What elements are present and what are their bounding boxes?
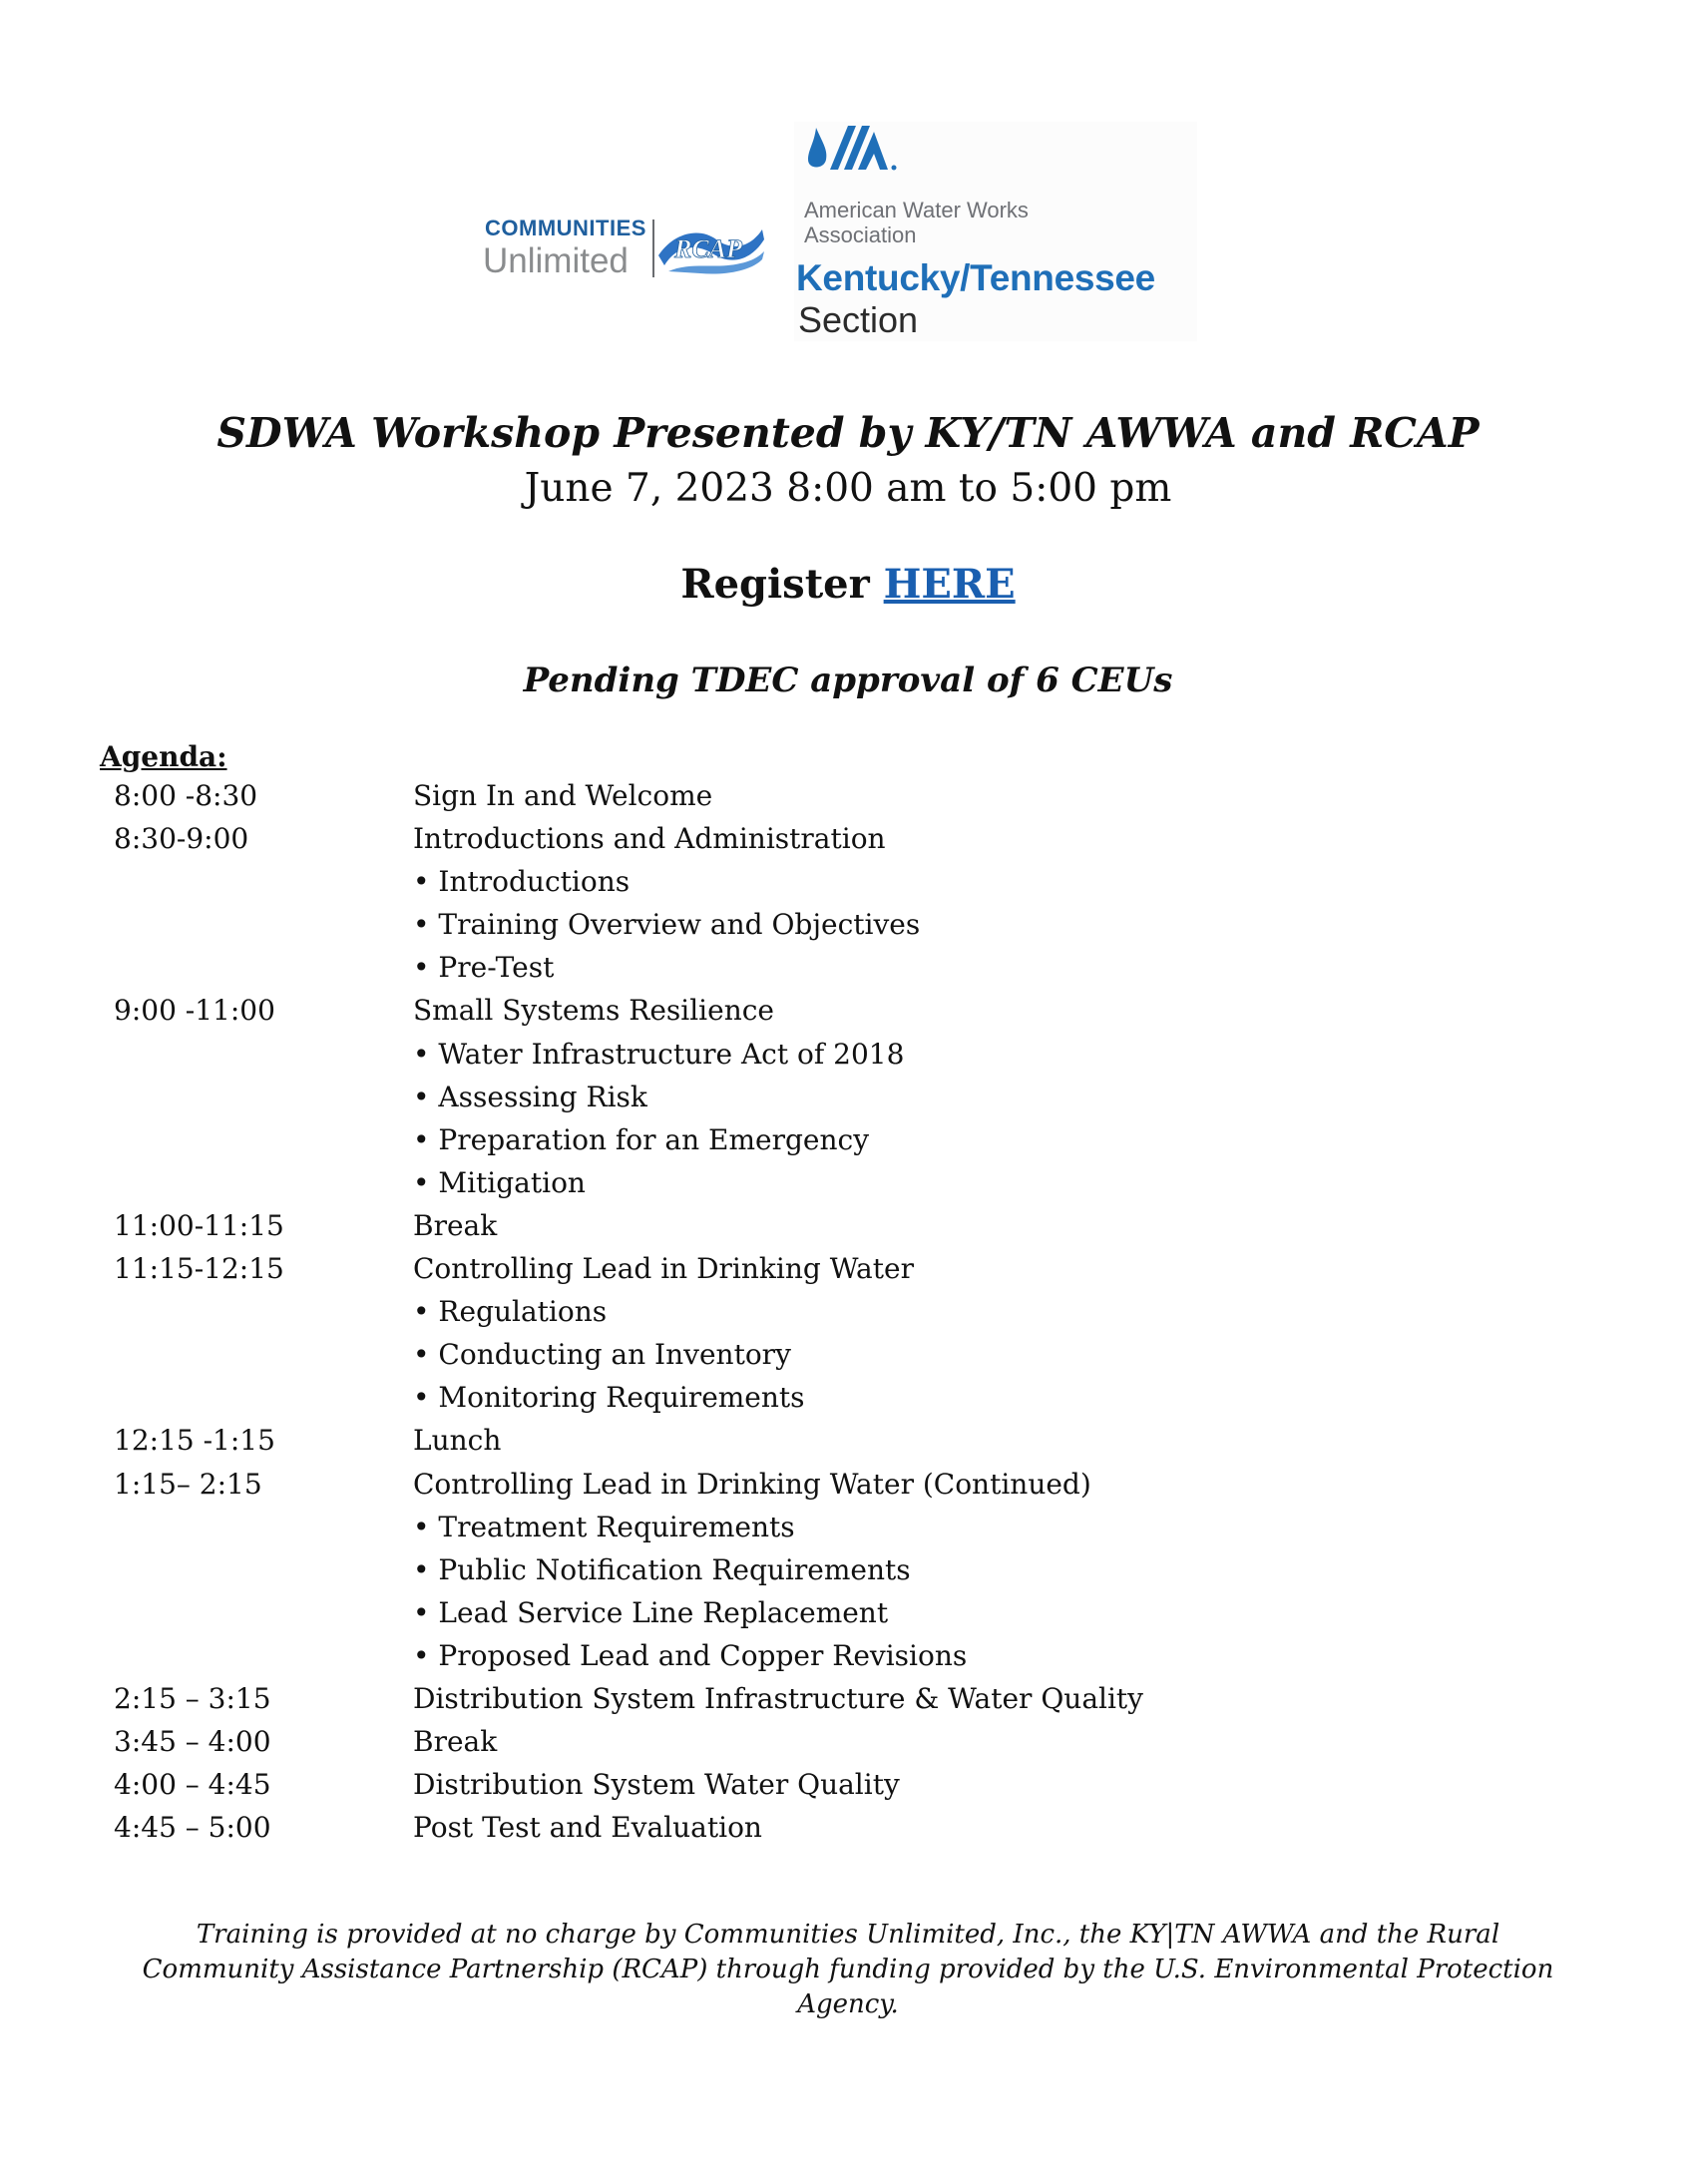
cu-logo-line1: COMMUNITIES <box>485 216 646 240</box>
agenda-item: • Regulations <box>413 1295 608 1329</box>
agenda-item: • Proposed Lead and Copper Revisions <box>413 1638 968 1672</box>
rcap-logo-text: RCAP <box>674 234 742 263</box>
agenda-row <box>114 817 1411 860</box>
agenda-row <box>114 1720 1411 1763</box>
agenda-row <box>114 1634 1411 1677</box>
awwa-section: Section <box>798 299 919 340</box>
agenda-row <box>114 1419 1411 1462</box>
communities-unlimited-logo <box>483 212 782 287</box>
agenda-item: Sign In and Welcome <box>413 779 713 812</box>
agenda-item: • Conducting an Inventory <box>413 1338 791 1372</box>
funding-note-line1: Training is provided at no charge by Communities Unlimited, Inc., the KY|TN AWWA and the Rural <box>196 1920 1500 1950</box>
agenda-row <box>114 989 1411 1032</box>
agenda-time: 8:30-9:00 <box>114 822 249 856</box>
agenda-item: • Preparation for an Emergency <box>413 1122 870 1156</box>
agenda-time: 3:45 – 4:00 <box>114 1725 271 1759</box>
cu-logo-line2: Unlimited <box>483 241 629 280</box>
agenda-row <box>114 774 1411 817</box>
agenda-item: Post Test and Evaluation <box>413 1811 762 1845</box>
funding-note <box>80 1918 1616 2022</box>
agenda-item: • Mitigation <box>413 1165 586 1199</box>
funding-note-line2: Community Assistance Partnership (RCAP) through funding provided by the U.S. Environmental Protection <box>142 1955 1554 1984</box>
agenda-item: Controlling Lead in Drinking Water (Continued) <box>413 1467 1091 1501</box>
pending-approval-note: Pending TDEC approval of 6 CEUs <box>523 660 1173 700</box>
agenda-row <box>114 946 1411 989</box>
agenda-item: • Pre-Test <box>413 951 555 985</box>
agenda-item: • Assessing Risk <box>413 1080 647 1113</box>
agenda-item: Introductions and Administration <box>413 822 886 856</box>
agenda-item: Distribution System Infrastructure & Water Quality <box>413 1681 1143 1715</box>
page-title: SDWA Workshop Presented by KY/TN AWWA and RCAP <box>216 409 1480 457</box>
agenda-row <box>114 1677 1411 1720</box>
agenda-item: Lunch <box>413 1424 502 1458</box>
agenda-item: Controlling Lead in Drinking Water <box>413 1252 914 1286</box>
agenda-row <box>114 1463 1411 1506</box>
agenda-list <box>114 774 1411 1849</box>
agenda-item: • Water Infrastructure Act of 2018 <box>413 1037 905 1071</box>
awwa-logo <box>794 122 1197 341</box>
agenda-row <box>114 1806 1411 1849</box>
agenda-item: Break <box>413 1208 498 1242</box>
agenda-time: 8:00 -8:30 <box>114 779 258 812</box>
agenda-row <box>114 1033 1411 1076</box>
agenda-row <box>114 1333 1411 1376</box>
agenda-item: • Public Notification Requirements <box>413 1552 911 1586</box>
agenda-row <box>114 1763 1411 1806</box>
funding-note-line3: Agency. <box>797 1989 899 2019</box>
agenda-row <box>114 1118 1411 1161</box>
agenda-row <box>114 860 1411 903</box>
register-link[interactable]: HERE <box>883 561 1016 608</box>
agenda-time: 12:15 -1:15 <box>114 1424 275 1458</box>
agenda-time: 11:15-12:15 <box>114 1252 284 1286</box>
agenda-row <box>114 1591 1411 1634</box>
agenda-time: 11:00-11:15 <box>114 1208 284 1242</box>
agenda-heading: Agenda: <box>100 740 227 773</box>
agenda-row <box>114 1247 1411 1290</box>
agenda-time: 1:15– 2:15 <box>114 1467 262 1501</box>
rcap-logo-icon <box>654 221 766 277</box>
agenda-row <box>114 1161 1411 1204</box>
event-datetime: June 7, 2023 8:00 am to 5:00 pm <box>524 466 1172 511</box>
agenda-item: • Monitoring Requirements <box>413 1381 805 1415</box>
agenda-row <box>114 1076 1411 1118</box>
register-line <box>0 561 1696 608</box>
agenda-time: 9:00 -11:00 <box>114 994 275 1028</box>
agenda-row <box>114 1506 1411 1548</box>
agenda-item: • Lead Service Line Replacement <box>413 1595 889 1629</box>
awwa-name: American Water Works Association <box>804 198 1029 247</box>
agenda-time: 4:45 – 5:00 <box>114 1811 271 1845</box>
agenda-time: 2:15 – 3:15 <box>114 1681 271 1715</box>
agenda-time: 4:00 – 4:45 <box>114 1768 271 1802</box>
agenda-item: • Training Overview and Objectives <box>413 908 921 942</box>
register-label: Register <box>680 561 870 608</box>
agenda-item: • Introductions <box>413 865 631 899</box>
awwa-region: Kentucky/Tennessee <box>796 257 1155 298</box>
agenda-item: • Treatment Requirements <box>413 1510 795 1543</box>
agenda-row <box>114 1376 1411 1419</box>
awwa-drop-logo-icon <box>804 122 902 194</box>
agenda-row <box>114 1548 1411 1591</box>
agenda-row <box>114 903 1411 946</box>
agenda-item: Break <box>413 1725 498 1759</box>
agenda-item: Distribution System Water Quality <box>413 1768 900 1802</box>
agenda-row <box>114 1204 1411 1247</box>
agenda-row <box>114 1290 1411 1333</box>
agenda-item: Small Systems Resilience <box>413 994 774 1028</box>
